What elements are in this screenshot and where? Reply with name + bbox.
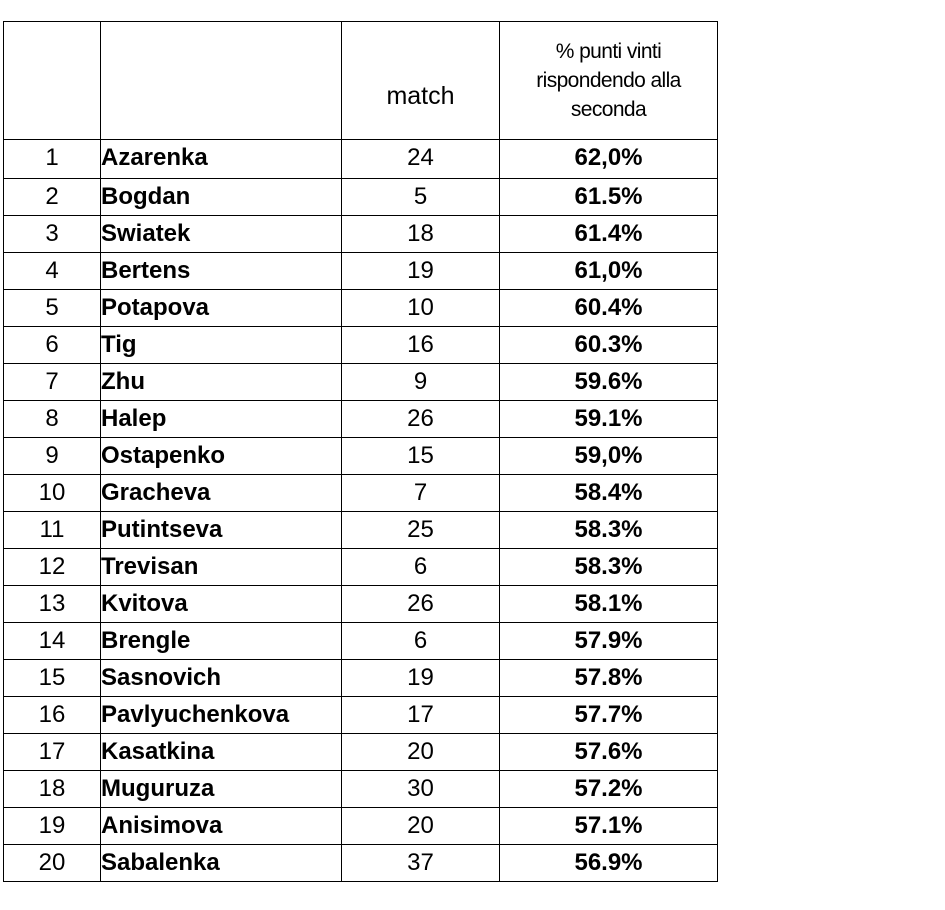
table-row — [4, 364, 718, 401]
pct-cell: 57.8% — [500, 660, 718, 697]
player-name-cell: Sabalenka — [101, 845, 342, 882]
pct-cell: 61.4% — [500, 216, 718, 253]
rank-cell: 12 — [4, 549, 101, 586]
player-name-cell: Potapova — [101, 290, 342, 327]
table-row — [4, 808, 718, 845]
table-row — [4, 734, 718, 771]
match-count-cell: 5 — [342, 179, 500, 216]
rank-cell: 19 — [4, 808, 101, 845]
match-count-cell: 30 — [342, 771, 500, 808]
header-rank — [4, 22, 101, 140]
pct-cell: 61.5% — [500, 179, 718, 216]
ranking-table — [3, 21, 718, 882]
table-row — [4, 401, 718, 438]
player-name-cell: Brengle — [101, 623, 342, 660]
table-row — [4, 290, 718, 327]
match-count-cell: 24 — [342, 140, 500, 179]
match-count-cell: 7 — [342, 475, 500, 512]
rank-cell: 15 — [4, 660, 101, 697]
player-name-cell: Bogdan — [101, 179, 342, 216]
player-name-cell: Kvitova — [101, 586, 342, 623]
table-row — [4, 845, 718, 882]
player-name-cell: Bertens — [101, 253, 342, 290]
header-match: match — [342, 22, 500, 140]
header-player — [101, 22, 342, 140]
table-row — [4, 179, 718, 216]
pct-cell: 57.7% — [500, 697, 718, 734]
rank-cell: 4 — [4, 253, 101, 290]
match-count-cell: 26 — [342, 401, 500, 438]
rank-cell: 13 — [4, 586, 101, 623]
match-count-cell: 25 — [342, 512, 500, 549]
table-row — [4, 327, 718, 364]
ranking-table-body — [4, 22, 718, 882]
pct-cell: 57.9% — [500, 623, 718, 660]
pct-cell: 60.4% — [500, 290, 718, 327]
match-count-cell: 20 — [342, 808, 500, 845]
pct-cell: 57.6% — [500, 734, 718, 771]
pct-cell: 58.3% — [500, 549, 718, 586]
player-name-cell: Anisimova — [101, 808, 342, 845]
match-count-cell: 9 — [342, 364, 500, 401]
pct-cell: 58.4% — [500, 475, 718, 512]
match-count-cell: 19 — [342, 660, 500, 697]
pct-cell: 57.2% — [500, 771, 718, 808]
player-name-cell: Putintseva — [101, 512, 342, 549]
match-count-cell: 37 — [342, 845, 500, 882]
pct-cell: 58.1% — [500, 586, 718, 623]
rank-cell: 20 — [4, 845, 101, 882]
player-name-cell: Gracheva — [101, 475, 342, 512]
rank-cell: 14 — [4, 623, 101, 660]
player-name-cell: Swiatek — [101, 216, 342, 253]
pct-cell: 57.1% — [500, 808, 718, 845]
table-row — [4, 660, 718, 697]
rank-cell: 11 — [4, 512, 101, 549]
header-row — [4, 22, 718, 140]
player-name-cell: Azarenka — [101, 140, 342, 179]
match-count-cell: 6 — [342, 623, 500, 660]
table-row — [4, 771, 718, 808]
player-name-cell: Zhu — [101, 364, 342, 401]
match-count-cell: 19 — [342, 253, 500, 290]
rank-cell: 1 — [4, 140, 101, 179]
rank-cell: 10 — [4, 475, 101, 512]
player-name-cell: Halep — [101, 401, 342, 438]
header-pct: % punti vinti rispondendo alla seconda — [500, 22, 718, 140]
player-name-cell: Sasnovich — [101, 660, 342, 697]
table-row — [4, 475, 718, 512]
rank-cell: 9 — [4, 438, 101, 475]
rank-cell: 5 — [4, 290, 101, 327]
pct-cell: 61,0% — [500, 253, 718, 290]
match-count-cell: 6 — [342, 549, 500, 586]
player-name-cell: Ostapenko — [101, 438, 342, 475]
table-row — [4, 623, 718, 660]
rank-cell: 6 — [4, 327, 101, 364]
match-count-cell: 18 — [342, 216, 500, 253]
table-row — [4, 512, 718, 549]
pct-cell: 59,0% — [500, 438, 718, 475]
pct-cell: 58.3% — [500, 512, 718, 549]
table-row — [4, 216, 718, 253]
match-count-cell: 10 — [342, 290, 500, 327]
pct-cell: 59.1% — [500, 401, 718, 438]
player-name-cell: Kasatkina — [101, 734, 342, 771]
player-name-cell: Tig — [101, 327, 342, 364]
rank-cell: 18 — [4, 771, 101, 808]
rank-cell: 8 — [4, 401, 101, 438]
rank-cell: 17 — [4, 734, 101, 771]
rank-cell: 16 — [4, 697, 101, 734]
table-row — [4, 253, 718, 290]
pct-cell: 60.3% — [500, 327, 718, 364]
table-row — [4, 438, 718, 475]
pct-cell: 59.6% — [500, 364, 718, 401]
match-count-cell: 26 — [342, 586, 500, 623]
table-row — [4, 586, 718, 623]
player-name-cell: Pavlyuchenkova — [101, 697, 342, 734]
match-count-cell: 20 — [342, 734, 500, 771]
match-count-cell: 15 — [342, 438, 500, 475]
match-count-cell: 16 — [342, 327, 500, 364]
table-row — [4, 549, 718, 586]
rank-cell: 7 — [4, 364, 101, 401]
player-name-cell: Trevisan — [101, 549, 342, 586]
rank-cell: 2 — [4, 179, 101, 216]
table-row — [4, 697, 718, 734]
pct-cell: 56.9% — [500, 845, 718, 882]
table-row — [4, 140, 718, 179]
pct-cell: 62,0% — [500, 140, 718, 179]
match-count-cell: 17 — [342, 697, 500, 734]
rank-cell: 3 — [4, 216, 101, 253]
player-name-cell: Muguruza — [101, 771, 342, 808]
